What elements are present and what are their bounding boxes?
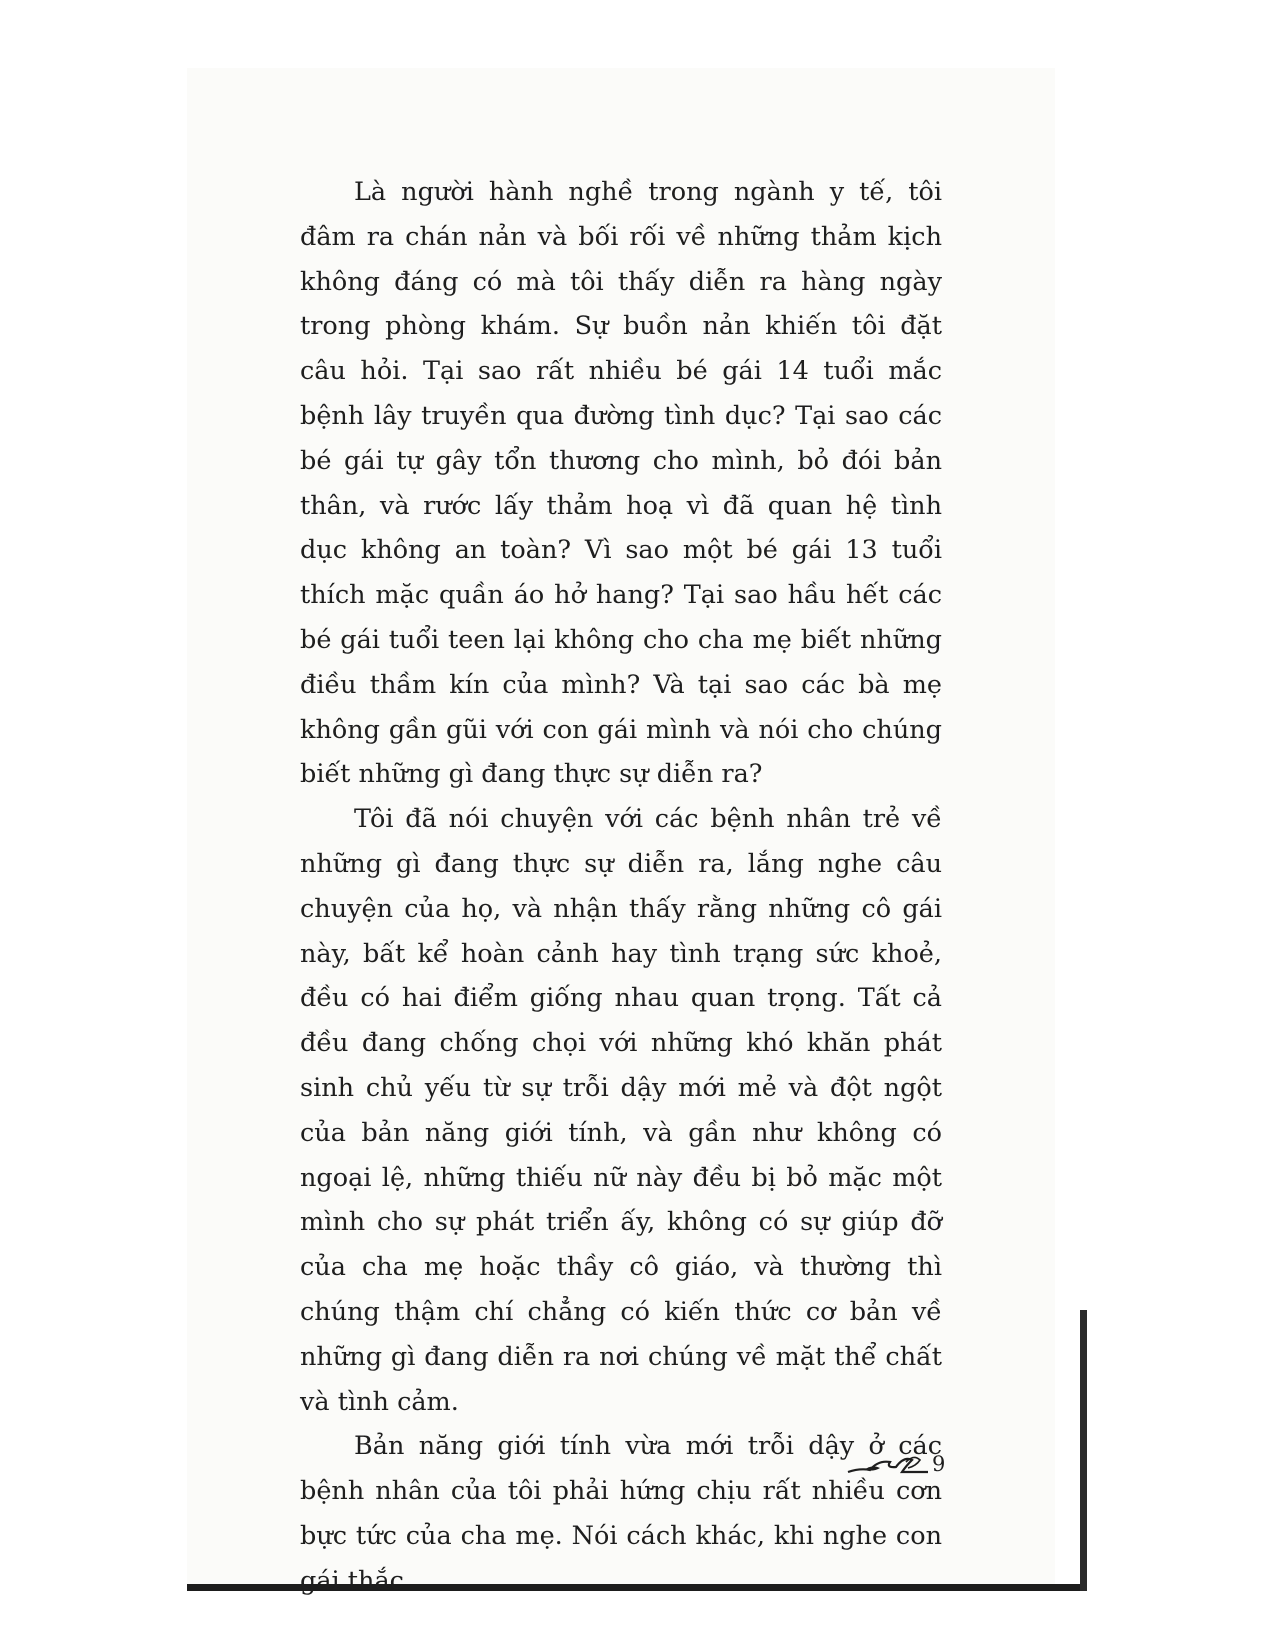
body-text: [300, 170, 942, 1604]
paragraph-3: Bản năng giới tính vừa mới trỗi dậy ở các bệnh nhân của tôi phải hứng chịu rất nhiều cơn bực tức của cha mẹ. Nói cách khác, khi nghe con gái thắc: [300, 1431, 942, 1596]
paragraph-2: Tôi đã nói chuyện với các bệnh nhân trẻ về những gì đang thực sự diễn ra, lắng nghe câu chuyện của họ, và nhận thấy rằng những cô gái này, bất kể hoàn cảnh hay tình trạng sức khoẻ, đều có hai điểm giống nhau quan trọng. Tất cả đều đang chống chọi với những khó khăn phát sinh chủ yếu từ sự trỗi dậy mới mẻ và đột ngột của bản năng giới tính, và gần như không có ngoại lệ, những thiếu nữ này đều bị bỏ mặc một mình cho sự phát triển ấy, không có sự giúp đỡ của cha mẹ hoặc thầy cô giáo, và thường thì chúng thậm chí chẳng có kiến thức cơ bản về những gì đang diễn ra nơi chúng về mặt thể chất và tình cảm.: [300, 804, 942, 1417]
paragraph-1: Là người hành nghề trong ngành y tế, tôi đâm ra chán nản và bối rối về những thảm kịch không đáng có mà tôi thấy diễn ra hàng ngày trong phòng khám. Sự buồn nản khiến tôi đặt câu hỏi. Tại sao rất nhiều bé gái 14 tuổi mắc bệnh lây truyền qua đường tình dục? Tại sao các bé gái tự gây tổn thương cho mình, bỏ đói bản thân, và rước lấy thảm hoạ vì đã quan hệ tình dục không an toàn? Vì sao một bé gái 13 tuổi thích mặc quần áo hở hang? Tại sao hầu hết các bé gái tuổi teen lại không cho cha mẹ biết những điều thầm kín của mình? Và tại sao các bà mẹ không gần gũi với con gái mình và nói cho chúng biết những gì đang thực sự diễn ra?: [300, 177, 942, 790]
page-right-edge: [1080, 1310, 1087, 1591]
page-number: 9: [932, 1452, 946, 1476]
page-footer: [846, 1448, 956, 1488]
leaf-ornament-icon: [846, 1452, 930, 1478]
